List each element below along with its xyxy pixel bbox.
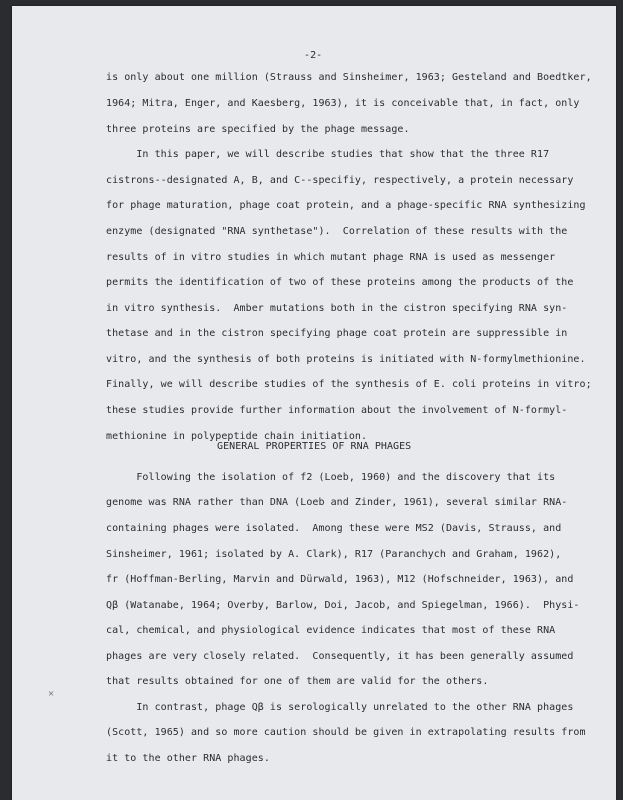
text-line: Following the isolation of f2 (Loeb, 1960) and the discovery that its xyxy=(106,472,556,483)
text-line: 1964; Mitra, Enger, and Kaesberg, 1963), it is conceivable that, in fact, only xyxy=(106,98,580,109)
text-line: (Scott, 1965) and so more caution should be given in extrapolating results from xyxy=(106,727,586,738)
page-number: -2- xyxy=(304,50,323,61)
text-line: Sinsheimer, 1961; isolated by A. Clark), R17 (Paranchych and Graham, 1962), xyxy=(106,549,562,560)
text-line: three proteins are specified by the phage message. xyxy=(106,124,410,135)
text-line: cal, chemical, and physiological evidence indicates that most of these RNA xyxy=(106,625,556,636)
text-line: enzyme (designated "RNA synthetase"). Correlation of these results with the xyxy=(106,226,568,237)
text-line: it to the other RNA phages. xyxy=(106,753,270,764)
text-line: results of in vitro studies in which mutant phage RNA is used as messenger xyxy=(106,252,556,263)
text-line: containing phages were isolated. Among these were MS2 (Davis, Strauss, and xyxy=(106,523,562,534)
text-line: these studies provide further information about the involvement of N-formyl- xyxy=(106,405,568,416)
text-line: that results obtained for one of them are valid for the others. xyxy=(106,676,489,687)
text-line: cistrons--designated A, B, and C--specifiy, respectively, a protein necessary xyxy=(106,175,574,186)
text-line: is only about one million (Strauss and Sinsheimer, 1963; Gesteland and Boedtker, xyxy=(106,72,592,83)
margin-mark: × xyxy=(48,688,55,700)
text-line: for phage maturation, phage coat protein, and a phage-specific RNA synthesizing xyxy=(106,200,586,211)
text-line: genome was RNA rather than DNA (Loeb and Zinder, 1961), several similar RNA- xyxy=(106,497,568,508)
section-heading: GENERAL PROPERTIES OF RNA PHAGES xyxy=(217,441,412,452)
text-line: permits the identification of two of these proteins among the products of the xyxy=(106,277,574,288)
text-line: vitro, and the synthesis of both proteins is initiated with N-formylmethionine. xyxy=(106,354,586,365)
text-line: in vitro synthesis. Amber mutations both in the cistron specifying RNA syn- xyxy=(106,303,568,314)
typewritten-page xyxy=(12,6,616,800)
text-line: Qβ (Watanabe, 1964; Overby, Barlow, Doi, Jacob, and Spiegelman, 1966). Physi- xyxy=(106,600,580,611)
page-text xyxy=(12,6,616,800)
text-line: In contrast, phage Qβ is serologically unrelated to the other RNA phages xyxy=(106,702,574,713)
text-line: fr (Hoffman-Berling, Marvin and Dürwald, 1963), M12 (Hofschneider, 1963), and xyxy=(106,574,574,585)
text-line: phages are very closely related. Consequently, it has been generally assumed xyxy=(106,651,574,662)
text-line: methionine in polypeptide chain initiation. xyxy=(106,431,368,442)
text-line: thetase and in the cistron specifying phage coat protein are suppressible in xyxy=(106,328,568,339)
text-line: Finally, we will describe studies of the synthesis of E. coli proteins in vitro; xyxy=(106,379,592,390)
text-line: In this paper, we will describe studies that show that the three R17 xyxy=(106,149,550,160)
